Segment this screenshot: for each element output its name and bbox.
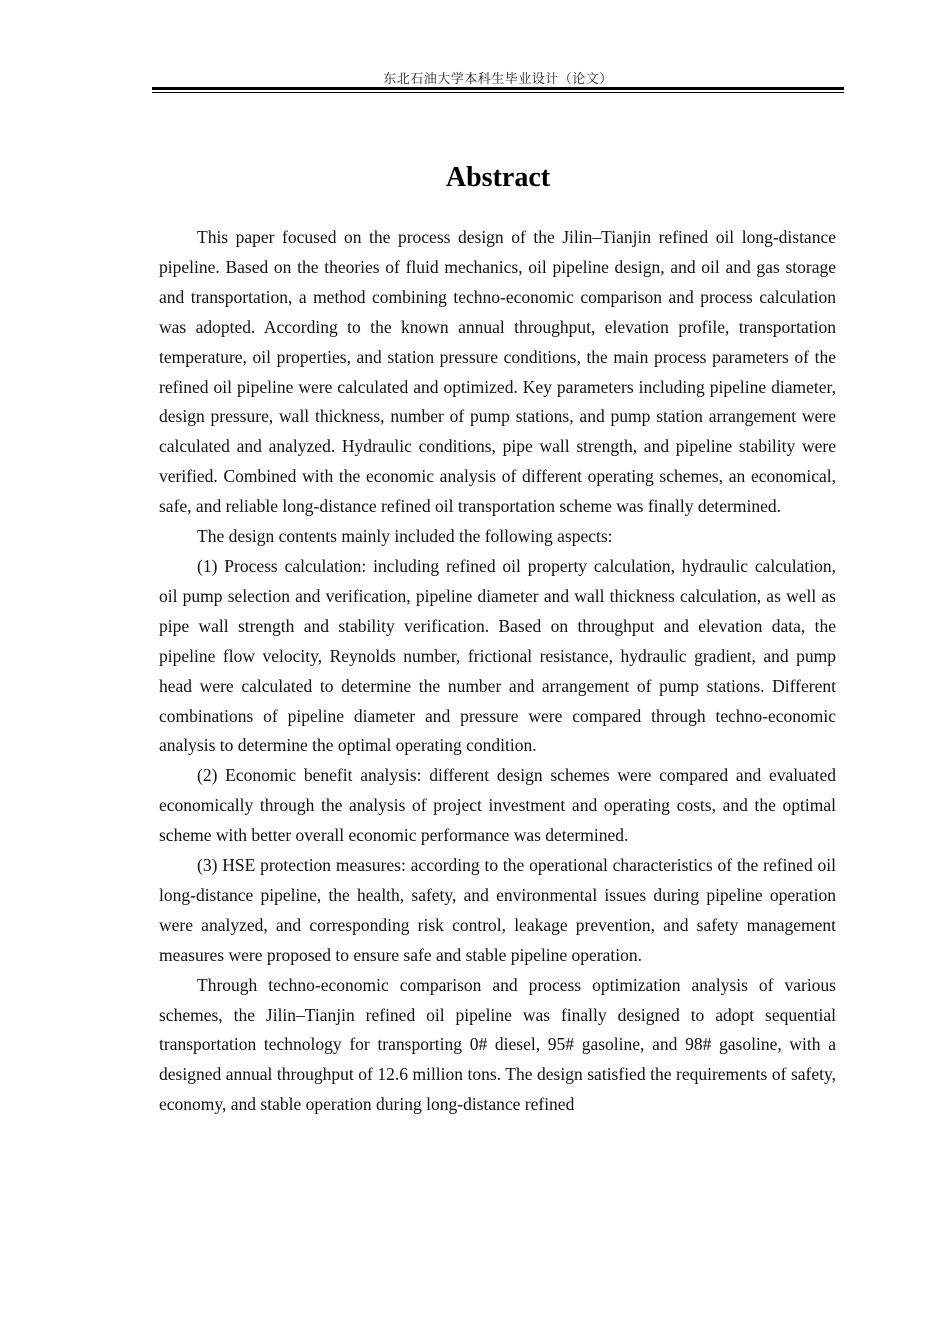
paragraph-intro: This paper focused on the process design of the Jilin–Tianjin refined oil long-distance pipeline. Based on the theories of fluid mechanics, oil pipeline design, and oil and gas storage and transportation, a method combining techno-economic comparison and process calculation was adopted. According to the known annual throughput, elevation profile, transportation temperature, oil properties, and station pressure conditions, the main process parameters of the refined oil pipeline were calculated and optimized. Key parameters including pipeline diameter, design pressure, wall thickness, number of pump stations, and pump station arrangement were calculated and analyzed. Hydraulic conditions, pipe wall strength, and pipeline stability were verified. Combined with the economic analysis of different operating schemes, an economical, safe, and reliable long-distance refined oil transportation scheme was finally determined. xyxy=(159,227,836,517)
paragraph-aspects-lead: The design contents mainly included the following aspects: xyxy=(197,526,613,547)
paragraph-process-calculation: (1) Process calculation: including refined oil property calculation, hydraulic calculation, oil pump selection and verification, pipeline diameter and wall thickness calculation, as well as pipe wall strength and stability verification. Based on throughput and elevation data, the pipeline flow velocity, Reynolds number, frictional resistance, hydraulic gradient, and pump head were calculated to determine the number and arrangement of pump stations. Different combinations of pipeline diameter and pressure were compared through techno-economic analysis to determine the optimal operating condition. xyxy=(159,555,836,756)
header-rule-thick xyxy=(152,87,844,90)
abstract-body xyxy=(159,223,836,1120)
paragraph-economic-analysis: (2) Economic benefit analysis: different design schemes were compared and evaluated economically through the analysis of project investment and operating costs, and the optimal scheme with better overall economic performance was determined. xyxy=(159,765,836,846)
paragraph-hse-measures: (3) HSE protection measures: according to the operational characteristics of the refined oil long-distance pipeline, the health, safety, and environmental issues during pipeline operation were analyzed, and corresponding risk control, leakage prevention, and safety management measures were proposed to ensure safe and stable pipeline operation. xyxy=(159,855,836,965)
running-header: 东北石油大学本科生毕业设计（论文） xyxy=(383,72,613,87)
header-rule-thin xyxy=(152,92,844,93)
page-title: Abstract xyxy=(445,162,551,193)
paragraph-conclusion: Through techno-economic comparison and process optimization analysis of various schemes, the Jilin–Tianjin refined oil pipeline was finally designed to adopt sequential transportation technology for transporting 0# diesel, 95# gasoline, and 98# gasoline, with a designed annual throughput of 12.6 million tons. The design satisfied the requirements of safety, economy, and stable operation during long-distance refined xyxy=(159,974,836,1115)
